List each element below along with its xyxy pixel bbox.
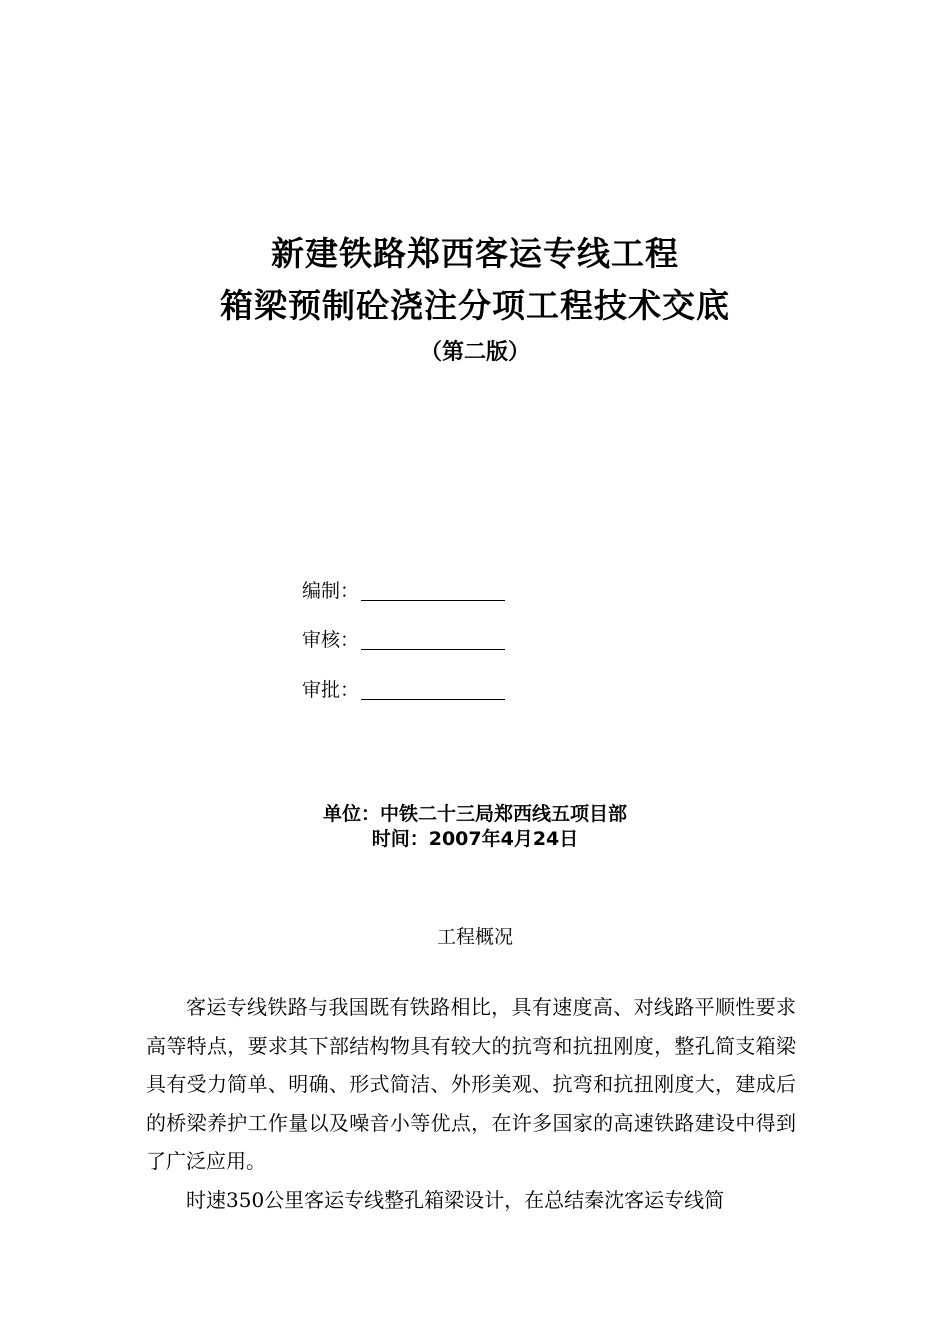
signature-row-approve: [302, 675, 505, 703]
compile-label: 编制：: [302, 580, 360, 602]
review-signature-line: [361, 629, 505, 650]
signature-row-review: [302, 625, 505, 653]
organization-unit: 单位：中铁二十三局郑西线五项目部: [322, 803, 627, 825]
review-label: 审核：: [302, 629, 360, 651]
document-date: 时间：2007年4月24日: [371, 828, 579, 850]
body-paragraph-2: 时速350公里客运专线整孔箱梁设计，在总结秦沈客运专线简: [186, 1187, 725, 1212]
document-title-line-2: 箱梁预制砼浇注分项工程技术交底: [220, 286, 730, 325]
section-body: [146, 988, 796, 1219]
section-heading: 工程概况: [436, 926, 513, 948]
approve-signature-line: [361, 679, 505, 700]
compile-signature-line: [361, 580, 505, 601]
edition-label: （第二版）: [419, 340, 530, 365]
document-title-line-1: 新建铁路郑西客运专线工程: [271, 234, 679, 273]
approve-label: 审批：: [302, 679, 360, 701]
signature-row-compile: [302, 576, 505, 604]
body-paragraph-1: 客运专线铁路与我国既有铁路相比，具有速度高、对线路平顺性要求高等特点，要求其下部结构物具有较大的抗弯和抗扭刚度，整孔简支箱梁具有受力简单、明确、形式简洁、外形美观、抗弯和抗扭刚度大，建成后的桥梁养护工作量以及噪音小等优点，在许多国家的高速铁路建设中得到了广泛应用。: [146, 995, 796, 1173]
